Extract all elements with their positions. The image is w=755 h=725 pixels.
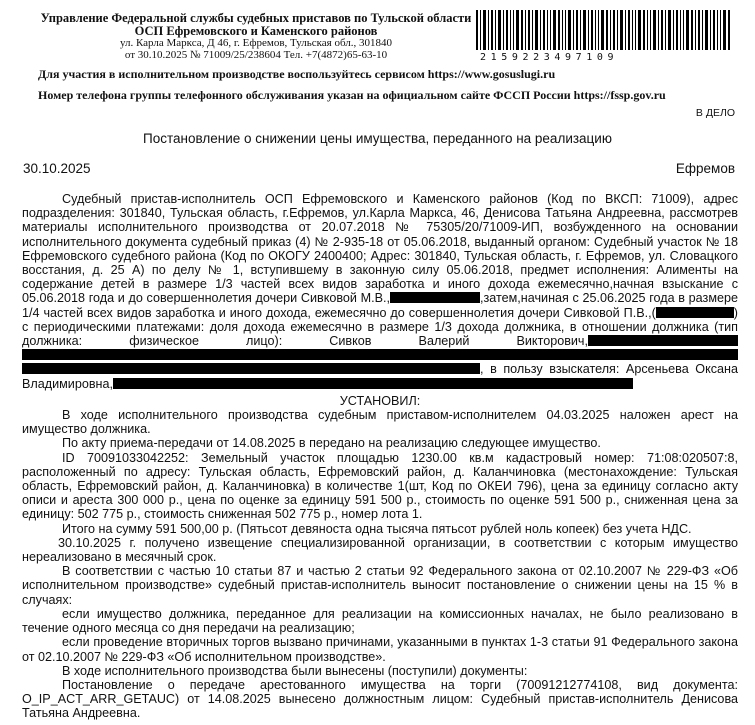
issuer-address: ул. Карла Маркса, Д 46, г. Ефремов, Тульская обл., 301840 — [119, 37, 393, 49]
document-city: Ефремов — [675, 161, 735, 176]
paragraph-documents-issued: В ходе исполнительного производства были вынесены (поступили) документы: — [62, 663, 528, 678]
intro-part-c: ) с периодическими платежами: доля дохода ежемесячно в размере 1/3 дохода должника, в отношении должника (тип должника: физическое лицо): Сивков Валерий Викторович, — [22, 305, 738, 349]
redaction-bar — [113, 378, 633, 389]
redaction-bar — [588, 335, 738, 346]
issuer-department: Управление Федеральной службы судебных приставов по Тульской области — [40, 11, 472, 25]
paragraph-arrest: В ходе исполнительного производства судебным приставом-исполнителем 04.03.2025 наложен арест на имущество должника. — [22, 408, 738, 437]
v-delo-mark: В ДЕЛО — [695, 107, 735, 119]
paragraph-notice-received: 30.10.2025 г. получено извещение специализированной организации, в соответствии с которым имущество нереализовано в месячный срок. — [22, 535, 738, 565]
document-title: Постановление о снижении цены имущества, переданного на реализацию — [143, 131, 612, 146]
paragraph-transfer-act: По акту приема-передачи от 14.08.2025 в передано на реализацию следующее имущество. — [62, 436, 601, 451]
barcode-digits: 2159223497109 — [480, 52, 619, 63]
document-body — [22, 192, 738, 721]
intro-part-b: ,затем,начиная с 25.06.2025 года в размере 1/4 частей всех видов заработка и иного дохода, ежемесячно до совершеннолетия дочери Сивковой П.В.,( — [22, 291, 738, 320]
paragraph-legal-basis: В соответствии с частью 10 статьи 87 и частью 2 статьи 92 Федерального закона от 02.10.2007 № 229-ФЗ «Об исполнительном производстве» судебный пристав-исполнитель выносит постановление о снижении цены на 15 % в случаях: — [22, 564, 738, 607]
intro-part-a: Судебный пристав-исполнитель ОСП Ефремовского и Каменского районов (Код по ВКСП: 71009), адрес подразделения: 301840, Тульская область, г.Ефремов, ул.Карла Маркса, 46, Денисова Татьяна Андреевна, рассмотрев материалы исполнительного производства от 20.07.2018 № 75305/20/71009-ИП, возбужденного на основании исполнительного документа судебный приказ (4) № 2-935-18 от 05.06.2018, выданный органом: Судебный участок № 18 Ефремовского судебного района (Код по ОКОГУ 2400400; Адрес: 301840, Тульская область, г. Ефремов, ул. Словацкого восстания, д. 25 А) по делу № 1, вступившему в законную силу 05.06.2018, предмет исполнения: Алименты на содержание детей в размере 1/3 частей всех видов заработка и иного дохода ежемесячно,начная взыскание с 05.06.2018 года и до совершеннолетия дочери Сивковой М.В., — [22, 192, 738, 306]
paragraph-auction-resolution: Постановление о передаче арестованного имущества на торги (70091212774108, вид документа: O_IP_ACT_ARR_GETAUC) от 14.08.2025 вынесено должностным лицом: Судебный пристав-исполнитель Денисова Татьяна Андреевна. — [22, 677, 738, 721]
phone-notice: Номер телефона группы телефонного обслуживания указан на официальном сайте ФССП России https://fssp.gov.ru — [38, 88, 666, 102]
intro-part-d: , в пользу взыскателя: Арсеньева Оксана Владимировна, — [22, 362, 738, 391]
paragraph-case-2: если проведение вторичных торгов вызвано причинами, указанными в пунктах 1-3 статьи 91 Федерального закона от 02.10.2007 № 229-ФЗ «Об исполнительном производстве». — [22, 635, 738, 664]
redaction-bar — [22, 363, 480, 374]
redaction-bar — [22, 349, 738, 360]
issuer-document-ref: от 30.10.2025 № 71009/25/238604 Тел. +7(4872)65-63-10 — [124, 48, 388, 61]
document-date: 30.10.2025 — [23, 161, 91, 176]
barcode — [476, 10, 730, 56]
intro-paragraph — [22, 192, 738, 391]
section-heading: УСТАНОВИЛ: — [339, 393, 421, 408]
paragraph-total: Итого на сумму 591 500,00 р. (Пятьсот девяноста одна тысяча пятьсот рублей ноль копеек) без учета НДС. — [62, 521, 692, 536]
issuer-header — [38, 12, 474, 61]
redaction-bar — [390, 292, 480, 303]
paragraph-property-item: ID 70091033042252: Земельный участок площадью 1230.00 кв.м кадастровый номер: 71:08:020507:8, расположенный по адресу: Тульская область, Ефремовский район, д. Каланчиновка (местонахождение: Тульская область, Ефремовский район, д. Каланчиновка) в количестве 1(шт, Код по ОКЕИ 796), цена за единицу согласно акту описи и ареста 300 000 р., цена по оценке за единицу 591 500 р., стоимость по оценке 591 500 р., сниженная цена за единицу: 502 775 р., стоимость сниженная 502 775 р., номер лота 1. — [22, 450, 738, 522]
issuer-office: ОСП Ефремовского и Каменского районов — [134, 24, 378, 38]
paragraph-case-1: если имущество должника, переданное для реализации на комиссионных началах, не было реализовано в течение одного месяца со дня передачи на реализацию; — [22, 606, 738, 636]
gosuslugi-notice: Для участия в исполнительном производстве воспользуйтесь сервисом https://www.gosuslugi.ru — [38, 67, 556, 81]
redaction-bar — [656, 307, 734, 318]
